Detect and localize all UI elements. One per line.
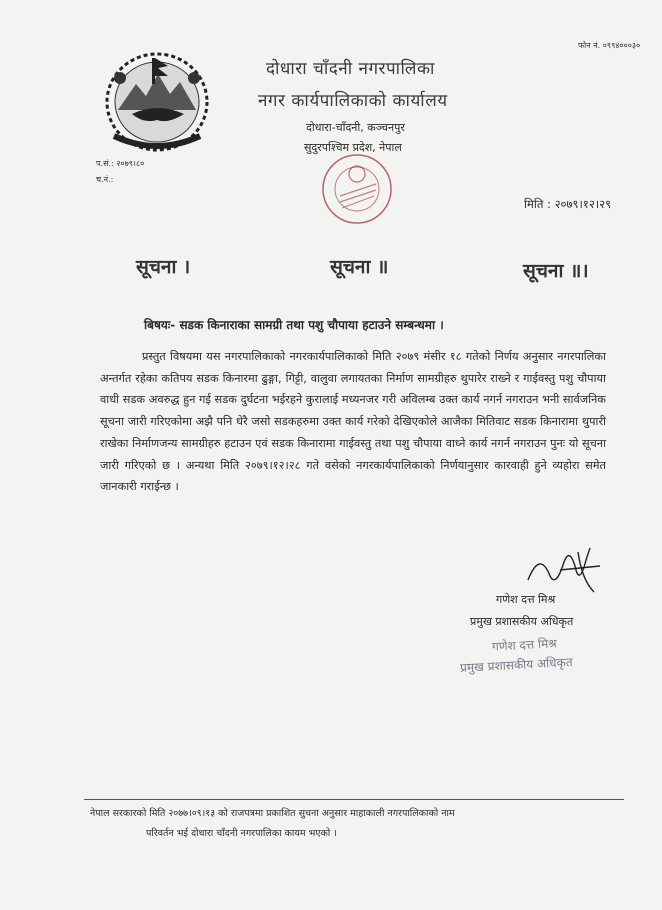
footer-note-line-2: परिवर्तन भई दोधारा चाँदनी नगरपालिका कायम भएको ।	[146, 828, 337, 839]
notice-body: प्रस्तुत विषयमा यस नगरपालिकाको नगरकार्यपालिकाको मिति २०७९ मंसीर १८ गतेको निर्णय अनुसार नगरपालिका अन्तर्गत रहेका कतिपय सडक किनारमा ढुङ्गा, गिट्टी, वालुवा लगायतका निर्माण सामग्रीहरु थुपारेर राख्ने र गाईवस्तु पशु चौपाया वाधी सडक अवरुद्ध हुन गई सडक दुर्घटना भईरहने कुरालाई मध्यनजर गरी अविलम्ब उक्त कार्य नगर्न नगराउन भनी सार्वजनिक सूचना जारी गरिएकोमा अझै पनि धेरै जसो सडकहरुमा उक्त कार्य गरेको देखिएकोले आजैका मितिवाट सडक किनारामा थुपारी राखेका निर्माणजन्य सामग्रीहरु हटाउन एवं सडक किनारामा गाईवस्तु तथा पशु चौपाया वाध्ने कार्य नगर्न नगराउन पुनः यो सूचना जारी गरिएको छ । अन्यथा मिति २०७९।१२।२८ गते वसेको नगरकार्यपालिकाको निर्णयानुसार कारवाही हुने व्यहोरा समेत जानकारी गराईन्छ ।	[100, 350, 606, 494]
stamp-title: प्रमुख प्रशासकीय अधिकृत	[459, 655, 573, 675]
address-line-2: सुदुरपश्चिम प्रदेश, नेपाल	[304, 141, 402, 154]
stamp-name: गणेश दत्त मिश्र	[491, 636, 558, 654]
nepal-emblem-icon	[98, 44, 216, 156]
signatory-title: प्रमुख प्रशासकीय अधिकृत	[470, 615, 574, 628]
issue-date: मिति : २०७९।१२।२९	[524, 197, 612, 211]
notice-heading-3: सूचना ॥।	[523, 260, 589, 282]
address-line-1: दोधारा-चाँदनी, कञ्चनपुर	[306, 121, 405, 134]
signatory-name: गणेश दत्त मिश्र	[496, 593, 556, 606]
notice-heading-1: सूचना ।	[136, 256, 191, 278]
notice-heading-2: सूचना ॥	[330, 256, 389, 278]
office-subtitle: नगर कार्यपालिकाको कार्यालय	[258, 91, 448, 111]
footer-note-line-1: नेपाल सरकारको मिति २०७७।०९।१३ को राजपत्रमा प्रकाशित सुचना अनुसार माहाकाली नगरपालिकाको नाम	[90, 808, 455, 819]
signature-icon	[520, 540, 610, 596]
subject-line: बिषयः- सडक किनाराका सामग्री तथा पशु चौपाया हटाउने सम्बन्धमा ।	[144, 318, 444, 332]
footer-divider	[84, 799, 624, 800]
office-name: दोधारा चाँदनी नगरपालिका	[266, 59, 435, 79]
reference-number: प.सं.: २०७९।८०	[96, 159, 145, 168]
office-seal-icon	[318, 150, 396, 228]
dispatch-number: च.नं.:	[96, 175, 114, 184]
phone-number: फोन नं. ०९९४०००३०	[578, 41, 641, 50]
